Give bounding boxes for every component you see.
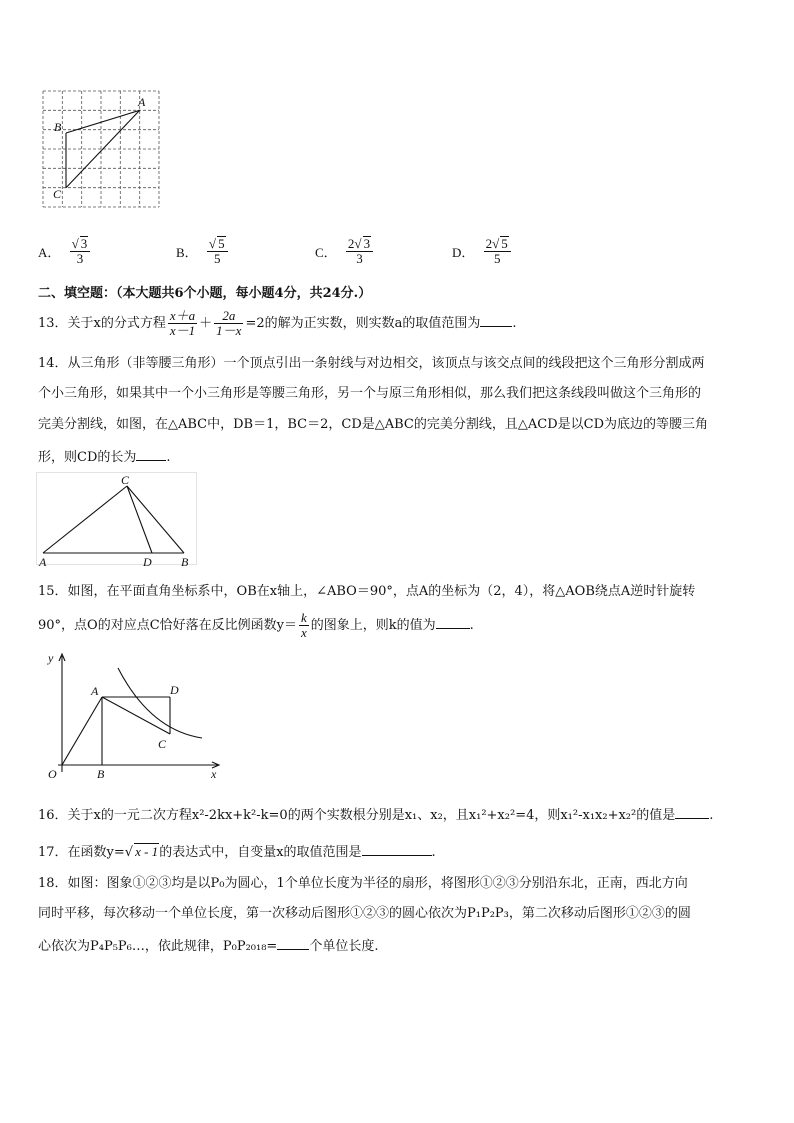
option-b: B． $\frac{√ 5}{5}$ (176, 236, 230, 266)
q14-label-b: B (181, 555, 189, 569)
q18-answer-blank[interactable] (277, 937, 309, 950)
q15-line-2-prefix: 90°，点O的对应点C恰好落在反比例函数y＝ (38, 618, 297, 633)
q17-radicand: x - 1 (135, 844, 159, 859)
q14-label-d: D (143, 555, 152, 569)
q16-text: 16．关于x的一元二次方程x²-2kx+k²-k=0的两个实数根分别是x₁、x₂，且x₁²+x₂²=4，则x₁²-x₁x₂+x₂²的值是 (38, 808, 676, 823)
question-14-line-4 (38, 448, 171, 466)
option-a-den: 3 (76, 251, 84, 266)
q15-label-a: A (91, 684, 99, 698)
question-16 (38, 806, 713, 824)
option-b-num: 5 (218, 236, 225, 251)
q13-frac1-num: x＋a (169, 308, 196, 323)
q17-prefix: 17．在函数y= (38, 845, 125, 860)
q16-answer-blank[interactable] (675, 806, 709, 819)
q13-plus: ＋ (199, 316, 213, 331)
question-18-line-3 (38, 937, 378, 955)
q17-suffix: 的表达式中，自变量x的取值范围是 (159, 845, 362, 860)
question-15-line-1: 15．如图，在平面直角坐标系中，OB在x轴上，∠ABO＝90°，点A的坐标为（2，4），将△AOB绕点A逆时针旋转 (38, 584, 696, 599)
option-a-label: A． (38, 244, 61, 260)
q13-prefix: 13．关于x的分式方程 (38, 316, 166, 331)
question-13 (38, 308, 517, 340)
option-d: D． $\frac{2√ 5}{5}$ (452, 236, 513, 266)
q15-label-c: C (158, 737, 167, 751)
grid-figure (40, 88, 164, 210)
question-17: 17．在函数y=√ x - 1的表达式中，自变量x的取值范围是 . (38, 844, 436, 860)
question-18-line-2: 同时平移，每次移动一个单位长度，第一次移动后图形①②③的圆心依次为P₁P₂P₃，第二次移动后图形①②③的圆 (38, 906, 691, 921)
q13-end: . (512, 316, 517, 331)
question-18-line-1: 18．如图：图象①②③均是以P₀为圆心，1个单位长度为半径的扇形，将图形①②③分别沿东北，正南，西北方向 (38, 876, 688, 891)
option-c-num: 3 (363, 236, 371, 251)
grid-label-c: C (53, 187, 62, 201)
q15-answer-blank[interactable] (436, 616, 470, 629)
q14-figure-frame (37, 473, 197, 565)
q13-answer-blank[interactable] (480, 314, 512, 327)
option-d-coef: 2 (485, 236, 493, 251)
q13-frac1-den: x－1 (169, 323, 196, 338)
q13-suffix: =2的解为正实数，则实数a的取值范围为 (245, 316, 481, 331)
q14-label-c: C (121, 473, 130, 487)
section-heading: 二、填空题：（本大题共6个小题，每小题4分，共24分.） (38, 286, 372, 301)
option-b-den: 5 (213, 251, 221, 266)
q15-coordinate-figure (40, 648, 226, 782)
q14-label-a: A (39, 555, 47, 569)
q17-answer-blank[interactable] (362, 843, 432, 856)
q13-frac2-num: 2a (214, 309, 243, 324)
q15-label-b: B (97, 767, 105, 781)
q18-line-3-prefix: 心依次为P₄P₅P₆…，依此规律，P₀P₂₀₁₈= (38, 939, 278, 954)
q17-end: . (431, 845, 436, 860)
q14-line-4-text: 形，则CD的长为 (38, 450, 137, 465)
option-d-den: 5 (493, 251, 501, 266)
question-14-line-3: 完美分割线，如图，在△ABC中，DB＝1，BC＝2，CD是△ABC的完美分割线，且△ACD是以CD为底边的等腰三角 (38, 417, 709, 432)
option-a-num: 3 (80, 236, 88, 251)
q13-frac2-den: 1－x (216, 323, 242, 338)
q15-label-d: D (170, 683, 179, 697)
q15-label-o: O (48, 767, 57, 781)
question-14-line-1: 14．从三角形（非等腰三角形）一个顶点引出一条射线与对边相交，该顶点与该交点间的线段把这个三角形分割成两 (38, 356, 705, 371)
option-c-label: C． (315, 244, 337, 260)
option-c-den: 3 (356, 251, 363, 266)
q16-end: . (709, 808, 714, 823)
q15-label-y: y (48, 651, 54, 665)
q15-frac-num: k (301, 610, 307, 625)
q18-line-3-suffix: 个单位长度. (309, 939, 379, 954)
q14-answer-blank[interactable] (136, 448, 166, 461)
option-a: A． $\frac{√ 3}{3}$ (38, 236, 92, 266)
option-b-label: B． (176, 244, 198, 260)
q14-end: . (166, 450, 171, 465)
grid-label-b: B (54, 120, 62, 134)
option-d-num: 5 (501, 236, 508, 251)
option-c: C． $\frac{2√ 3}{3}$ (315, 236, 375, 266)
option-c-coef: 2 (347, 236, 355, 251)
q15-line-2-suffix: 的图象上，则k的值为 (310, 618, 436, 633)
grid-label-a: A (138, 95, 146, 109)
q15-end: . (469, 618, 474, 633)
option-d-label: D． (452, 244, 475, 260)
q15-frac-den: x (301, 625, 307, 640)
question-15-line-2 (38, 608, 474, 644)
q14-triangle-figure (36, 472, 198, 570)
q15-label-x: x (211, 767, 217, 781)
question-14-line-2: 个小三角形，如果其中一个小三角形是等腰三角形，另一个与原三角形相似，那么我们把这条线段叫做这个三角形的 (38, 386, 702, 401)
